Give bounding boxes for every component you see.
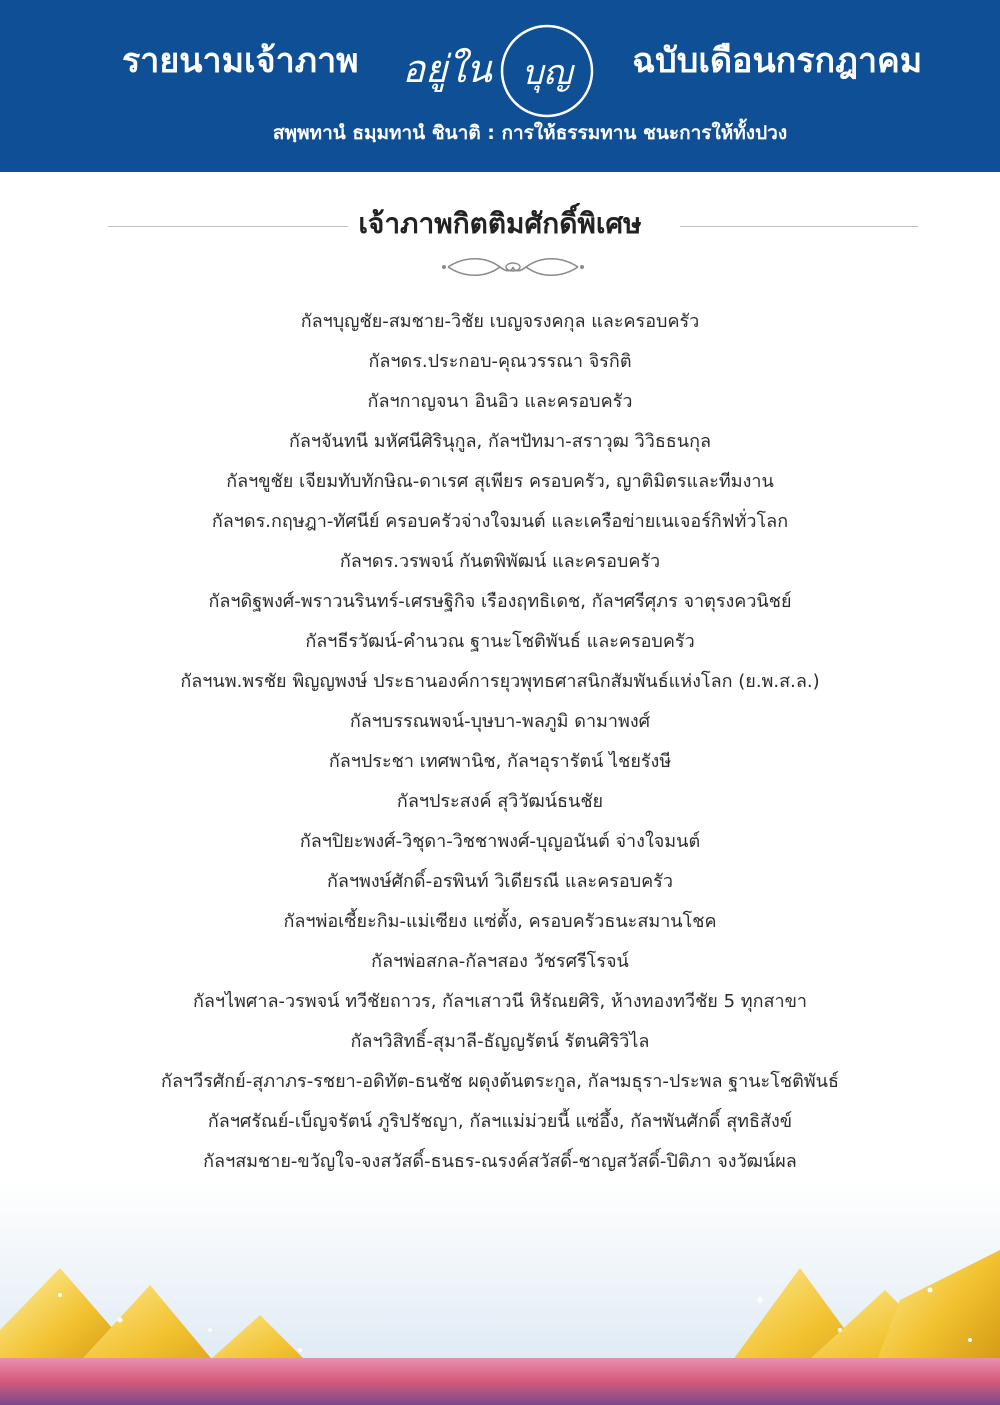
donor-name: กัลฯดร.ประกอบ-คุณวรรณา จิรกิติ <box>368 351 632 372</box>
section-rule-right <box>680 226 918 227</box>
donor-name: กัลฯดร.กฤษฎา-ทัศนีย์ ครอบครัวจ่างใจมนต์ และเครือข่ายเนเจอร์กิฟทั่วโลก <box>211 511 789 532</box>
donor-name: กัลฯพงษ์ศักดิ์-อรพินท์ วิเดียรณี และครอบครัว <box>327 871 673 892</box>
donor-name: กัลฯดร.วรพจน์ กันตพิพัฒน์ และครอบครัว <box>339 551 661 572</box>
donor-name: กัลฯบรรณพจน์-บุษบา-พลภูมิ ดามาพงศ์ <box>349 711 651 732</box>
header-title-right: ฉบับเดือนกรกฎาคม <box>632 41 923 81</box>
donor-name: กัลฯศรัณย์-เบ็ญจรัตน์ ภูริปรัชญา, กัลฯแม่ม่วยนี้ แซ่อึ้ง, กัลฯพันศักดิ์ สุทธิสังข์ <box>207 1111 793 1132</box>
logo-circle-text: บุญ <box>521 53 573 93</box>
header-subtitle: สพฺพทานํ ธมฺมทานํ ชินาติ : การให้ธรรมทาน ชนะการให้ทั้งปวง <box>272 122 788 144</box>
donor-name: กัลฯบุญชัย-สมชาย-วิชัย เบญจรงคกุล และครอบครัว <box>300 311 700 332</box>
logo-circle-emblem <box>498 22 596 120</box>
logo-word-text: อยู่ใน <box>402 47 492 91</box>
donor-name: กัลฯจันทนี มหัศนีศิรินุกูล, กัลฯปัทมา-สราวุฒ วิวิธธนกุล <box>288 431 712 452</box>
flourish-ornament-icon <box>440 254 586 280</box>
donor-name: กัลฯปิยะพงศ์-วิชุดา-วิชชาพงศ์-บุญอนันต์ จ่างใจมนต์ <box>299 831 701 852</box>
donor-name: กัลฯประชา เทศพานิช, กัลฯอุรารัตน์ ไชยรังษี <box>328 751 672 772</box>
section-title: เจ้าภาพกิตติมศักดิ์พิเศษ <box>358 207 642 240</box>
donor-list <box>0 302 1000 1182</box>
donor-name: กัลฯพ่อสกล-กัลฯสอง วัชรศรีโรจน์ <box>371 951 629 972</box>
donor-name: กัลฯดิฐพงศ์-พราวนรินทร์-เศรษฐิกิจ เรืองฤทธิเดช, กัลฯศรีศุภร จาตุรงควนิชย์ <box>208 591 792 612</box>
donor-name: กัลฯสมชาย-ขวัญใจ-จงสวัสดิ์-ธนธร-ณรงค์สวัสดิ์-ชาญสวัสดิ์-ปิติภา จงวัฒน์ผล <box>203 1151 797 1172</box>
donor-name: กัลฯวิสิทธิ์-สุมาลี-ธัญญรัตน์ รัตนศิริวิไล <box>350 1031 650 1052</box>
donor-name: กัลฯขูชัย เจียมทับทักษิณ-ดาเรศ สุเพียร ครอบครัว, ญาติมิตรและทีมงาน <box>226 471 774 492</box>
donor-name: กัลฯพ่อเซี้ยะกิม-แม่เซียง แซ่ตั้ง, ครอบครัวธนะสมานโชค <box>283 911 717 932</box>
donor-name: กัลฯธีรวัฒน์-คำนวณ ฐานะโชติพันธ์ และครอบครัว <box>305 631 695 652</box>
donor-name: กัลฯไพศาล-วรพจน์ ทวีชัยถาวร, กัลฯเสาวนี หิรัณยศิริ, ห้างทองทวีชัย 5 ทุกสาขา <box>192 991 808 1012</box>
header-title-left: รายนามเจ้าภาพ <box>122 41 359 81</box>
donor-name: กัลฯประสงค์ สุวิวัฒน์ธนชัย <box>396 791 604 812</box>
header-banner <box>0 0 1000 172</box>
donor-name: กัลฯนพ.พรชัย พิญญพงษ์ ประธานองค์การยุวพุทธศาสนิกสัมพันธ์แห่งโลก (ย.พ.ส.ล.) <box>180 671 820 692</box>
donor-name: กัลฯกาญจนา อินอิว และครอบครัว <box>367 391 633 412</box>
donor-name: กัลฯวีรศักย์-สุภาภร-รชยา-อดิทัต-ธนชัช ผดุงต้นตระกูล, กัลฯมธุรา-ประพล ฐานะโชติพันธ์ <box>161 1071 839 1092</box>
golden-pagoda-scene <box>0 1180 1000 1405</box>
logo-script-word <box>392 20 502 110</box>
